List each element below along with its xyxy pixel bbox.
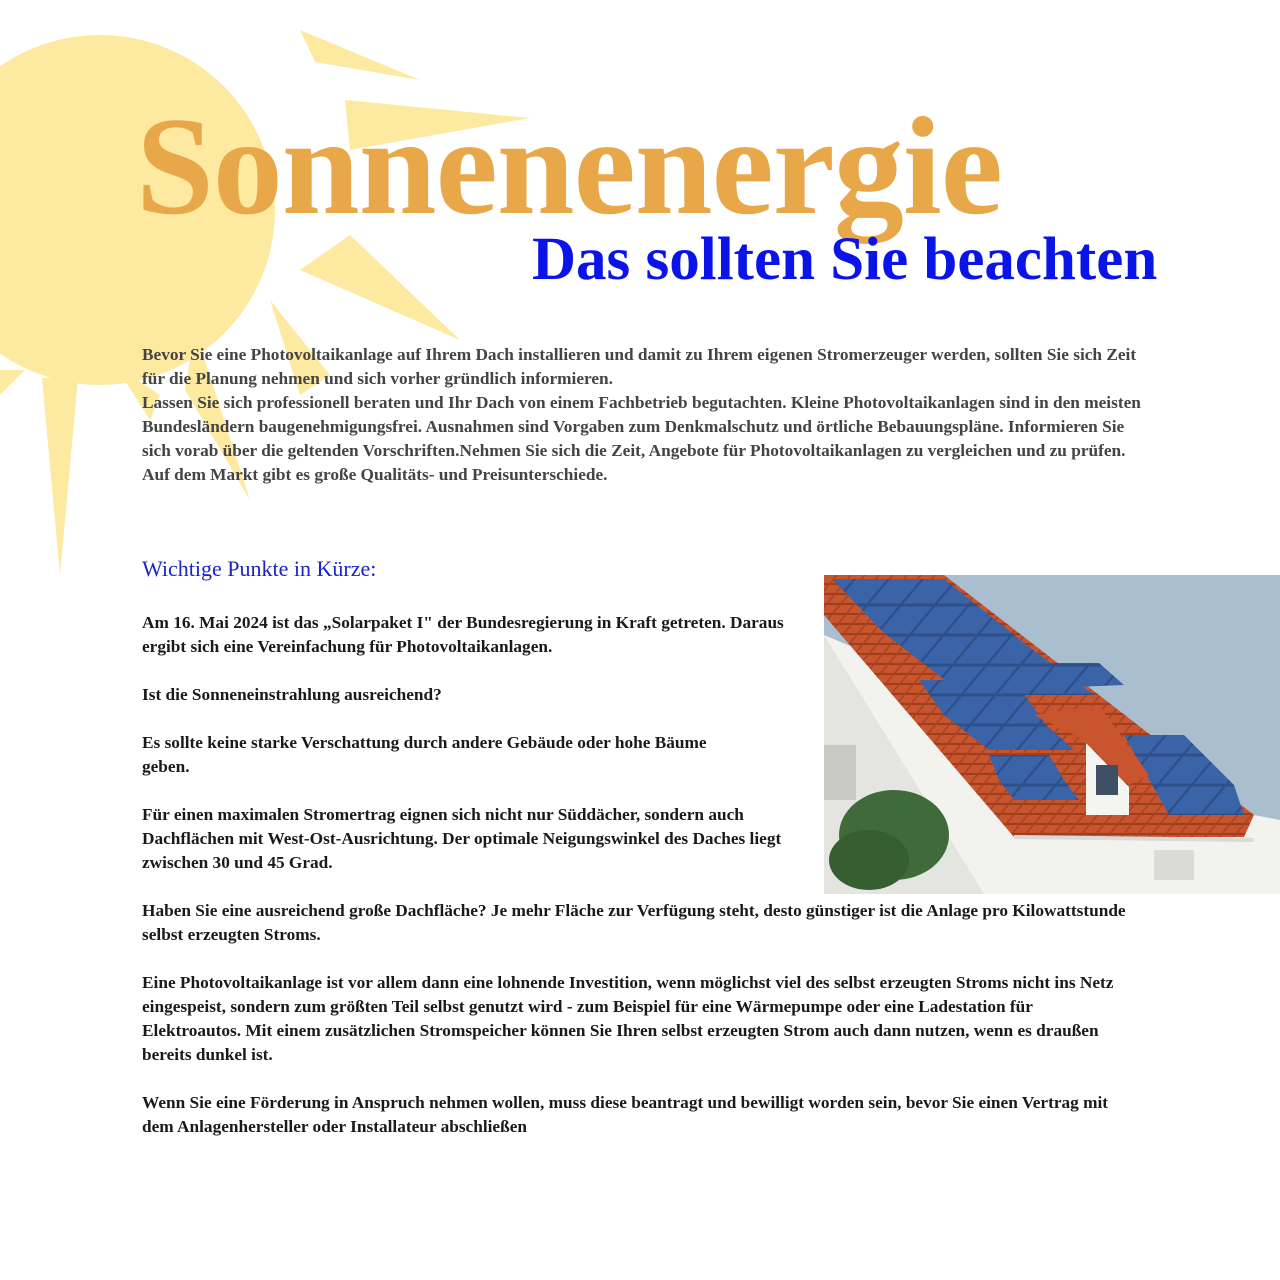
point-paragraph: Am 16. Mai 2024 ist das „Solarpaket I" der Bundesregierung in Kraft getreten. Daraus ergibt sich eine Vereinfachung für Photovoltaikanlagen. (142, 613, 784, 656)
intro-text (142, 343, 1142, 487)
intro-paragraph: Bevor Sie eine Photovoltaikanlage auf Ihrem Dach installieren und damit zu Ihrem eigenen Stromerzeuger werden, sollten Sie sich Zeit für die Planung nehmen und sich vorher gründlich informieren. (142, 345, 1137, 388)
sun-ray (300, 30, 420, 80)
key-points (142, 611, 1132, 1163)
section-heading: Wichtige Punkte in Kürze: (142, 556, 377, 581)
page-subtitle: Das sollten Sie beachten (532, 226, 1158, 293)
sun-ray (0, 370, 25, 395)
point-paragraph: Haben Sie eine ausreichend große Dachfläche? Je mehr Fläche zur Verfügung steht, desto günstiger ist die Anlage pro Kilowattstunde selbst erzeugten Stroms. (142, 901, 1126, 944)
point-paragraph: Ist die Sonneneinstrahlung ausreichend? (142, 685, 442, 704)
sun-ray (42, 378, 78, 575)
point-paragraph: Für einen maximalen Stromertrag eignen sich nicht nur Süddächer, sondern auch Dachflächen mit West-Ost-Ausrichtung. Der optimale Neigungswinkel des Daches liegt zwischen 30 und 45 Grad. (142, 805, 782, 872)
intro-paragraph: Lassen Sie sich professionell beraten und Ihr Dach von einem Fachbetrieb begutachten. Kleine Photovoltaikanlagen sind in den meisten Bundesländern baugenehmigungsfrei. Ausnahmen sind Vorgaben zum Denkmalschutz und örtliche Bebauungspläne. Informieren Sie sich vorab über die geltenden Vorschriften.Nehmen Sie sich die Zeit, Angebote für Photovoltaikanlagen zu vergleichen und zu prüfen. Auf dem Markt gibt es große Qualitäts- und Preisunterschiede. (142, 393, 1141, 484)
sun-ray (300, 235, 460, 340)
point-paragraph: Wenn Sie eine Förderung in Anspruch nehmen wollen, muss diese beantragt und bewilligt worden sein, bevor Sie einen Vertrag mit dem Anlagenhersteller oder Installateur abschließen (142, 1093, 1109, 1136)
point-paragraph: Eine Photovoltaikanlage ist vor allem dann eine lohnende Investition, wenn möglichst viel des selbst erzeugten Stroms nicht ins Netz eingespeist, sondern zum größten Teil selbst genutzt wird - zum Beispiel für eine Wärmepumpe oder eine Ladestation für Elektroautos. Mit einem zusätzlichen Stromspeicher können Sie Ihren selbst erzeugten Strom auch dann nutzen, wenn es draußen bereits dunkel ist. (142, 973, 1114, 1064)
point-paragraph: Es sollte keine starke Verschattung durch andere Gebäude oder hohe Bäume geben. (142, 733, 707, 776)
page-title: Sonnenenergie (136, 89, 1002, 244)
house-window (1154, 850, 1194, 880)
